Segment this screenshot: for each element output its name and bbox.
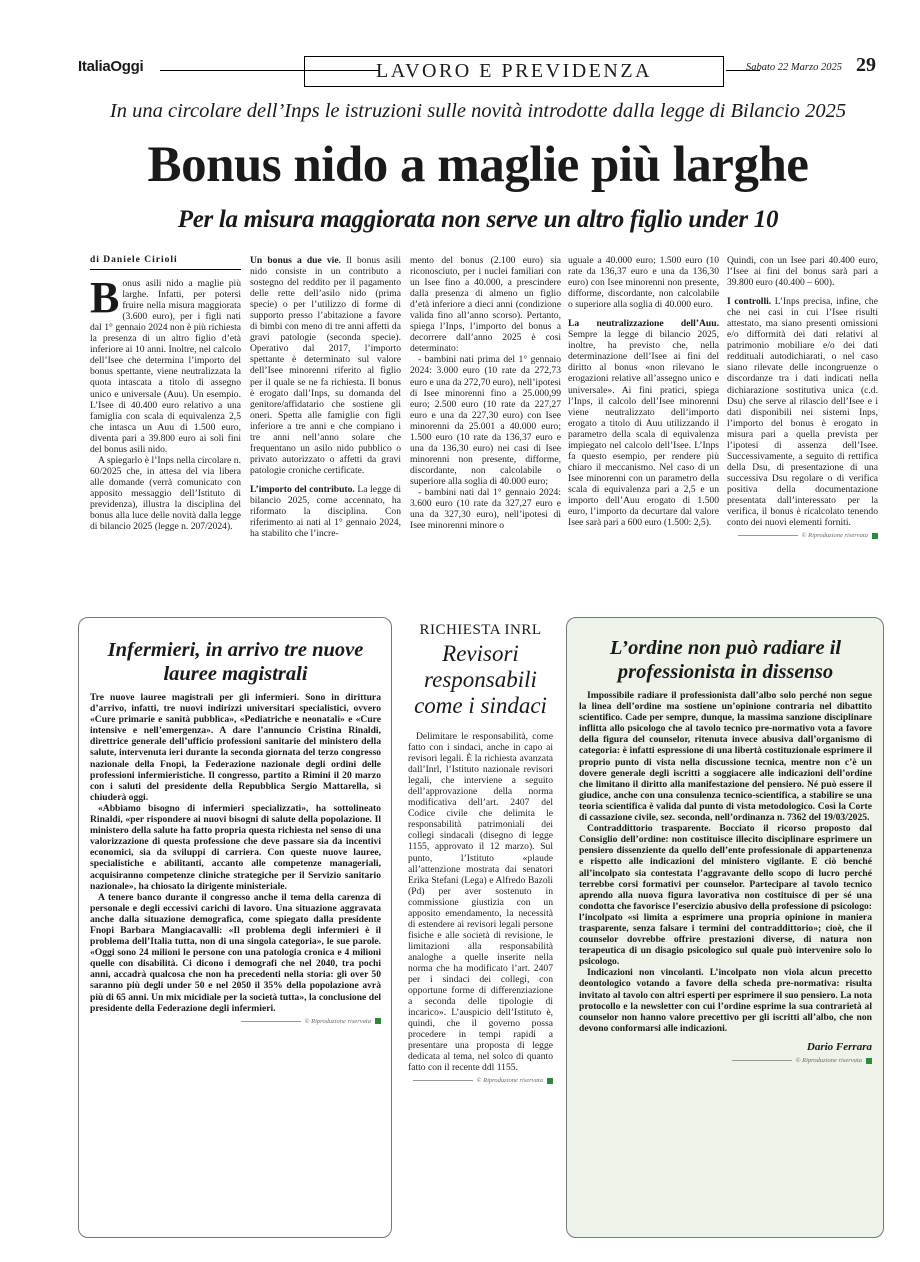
article-column-2 xyxy=(250,255,401,539)
article-column-3 xyxy=(410,255,561,531)
box-body xyxy=(579,690,872,1066)
newspaper-logo: ItaliaOggi xyxy=(78,58,144,75)
article-column-4 xyxy=(568,255,719,528)
box-tag: RICHIESTA INRL xyxy=(419,622,542,638)
article-column-1 xyxy=(90,255,241,532)
article-paragraph: mento del bonus (2.100 euro) sia riconosciuto, per i nuclei familiari con un Isee fino a 40.000, a prescindere dalla presenza di almeno un figlio d’età inferiore a dieci anni (condizione valida fino all’anno scorso). Pertanto, spiega l’Inps, l’importo del bonus a decorrere dall’anno 2025 è così determinato: xyxy=(410,255,561,355)
box-paragraph: Indicazioni non vincolanti. L’incolpato non viola alcun precetto deontologico votando a favore della scheda pre-normativa: risulta invitato al tavolo con altri esperti per esprimere il suo pensiero. La nota protocollo e la newsletter con cui l’ordine esprime la sua contrarietà al counselor non hanno valore precettivo per gli iscritti all’albo, che non devono conformarsi alle indicazioni. xyxy=(579,967,872,1034)
byline: di Daniele Cirioli xyxy=(90,255,241,270)
article-paragraph: L’importo del contributo. La legge di bilancio 2025, come accennato, ha riformato la disciplina. Con riferimento ai nati al 1° gennaio 2024, ha stabilito che l’incre- xyxy=(250,483,401,540)
copyright-notice: © Riproduzione riservata xyxy=(579,1055,872,1066)
article-paragraph: La neutralizzazione dell’Auu. Sempre la legge di bilancio 2025, inoltre, ha previsto che, nella determinazione dell’Isee ai fini del diritto al bonus «non rilevano le erogazioni relative all’assegno unico e universale». Ai fini pratici, spiega l’Inps, il calcolo dell’Isee minorenni viene neutralizzato dell’importo erogato a titolo di Auu utilizzando il parametro della scala di equivalenza impiegato nel calcolo dell’Isee. L’Inps fa questo esempio, per rendere più chiaro il meccanismo. Nel caso di un Isee minorenni con un parametro della scala di equivalenza pari a 2,5 e un importo dell’Auu erogato di 1.500 euro, l’importo da decurtare dal valore Isee sarà pari a 600 euro (1.500: 2,5). xyxy=(568,318,719,529)
article-kicker: In una circolare dell’Inps le istruzioni sulle novità introdotte dalla legge di Bilancio 2025 xyxy=(109,100,847,122)
article-subhead: Per la misura maggiorata non serve un altro figlio under 10 xyxy=(177,206,779,233)
box-paragraph: «Abbiamo bisogno di infermieri specializzati», ha sottolineato Rinaldi, «per rispondere ai nuovi bisogni di salute della popolazione. Il ministero della salute ha fatto propria questa richiesta nel senso di una valorizzazione di questa professione che deve passare sia da incentivi economici, sia da sviluppi di carriera. Con queste nuove lauree, specialistiche e abilitanti, accanto alle competenze manageriali, acquisiranno competenze cliniche strategiche per il Servizio sanitario nazionale», ha chiosato la dirigente ministeriale. xyxy=(90,802,381,892)
box-paragraph: Tre nuove lauree magistrali per gli infermieri. Sono in dirittura d’arrivo, infatti, tre nuovi indirizzi universitari specialistici, ovvero «Cure primarie e sanità pubblica», «Pediatriche e neonatali» e «Cure intensive e nell’emergenza». A dare l’annuncio Cristina Rinaldi, direttrice generale dell’ufficio professioni sanitarie del ministero della salute, intervenuta ieri durante la seconda giornata del terzo congresso nazionale della Fnopi, la Federazione nazionale degli ordini delle professioni infermieristiche. Il congresso, partito a Rimini il 20 marzo con i saluti del presidente della Repubblica Sergio Mattarella, si chiuderà oggi. xyxy=(90,692,381,803)
copyright-notice: © Riproduzione riservata xyxy=(90,1016,381,1027)
page-number: 29 xyxy=(856,54,876,76)
article-column-5 xyxy=(727,255,878,541)
box-paragraph: Contraddittorio trasparente. Bocciato il ricorso proposto dal Consiglio dell’ordine: non costituisce illecito disciplinare esprimere un pensiero dissenziente da quello dell’ente professionale di appartenenza e rispetto alle indicazioni del ministero vigilante. E ciò benché all’incolpato sia contestata l’aggravante dello scopo di lucro perché terrebbe corsi formativi per counselor. Partecipare al tavolo tecnico aprendo alla nuova figura lavorativa non costituisce di per sé una condotta che favorisce l’esercizio abusivo della professione di psicologo: l’incolpato «si limita a esprimere una propria opinione in maniera trasparente, senza falsare i termini del contraddittorio»; cioè, che il counselor dovrebbe offrire prestazioni diverse, di natura non terapeutica di un disagio psicologico sul quale può intervenire solo lo psicologo. xyxy=(579,823,872,968)
author-signature: Dario Ferrara xyxy=(806,1040,872,1053)
article-paragraph: Un bonus a due vie. Il bonus asili nido consiste in un contributo a sostegno del reddito per il pagamento delle rette dell’asilo nido (prima specie) o per l’utilizzo di forme di supporto presso l’abitazione a favore di bimbi con meno di tre anni affetti da gravi patologie (seconda specie). Operativo dal 2017, l’importo spettante è determinato sul valore dell’Isee minorenni riferito al figlio per il quale se ne fa richiesta. Il bonus è erogato dall’Inps, su domanda del genitore/affidatario che sostiene gli oneri. Spetta alle famiglie con figli inferiore a tre anni e che compiano i tre anni nell’anno solare che frequentano un asilo nido pubblico o privato autorizzato o affetti da gravi patologie croniche certificate. xyxy=(250,255,401,476)
box-paragraph: Delimitare le responsabilità, come fatto con i sindaci, anche in capo ai revisori legali. È la richiesta avanzata dall’Inrl, l’Istituto nazionale revisori legali, che interviene a seguito dell’approvazione della norma modificativa dell’art. 2407 del Codice civile che delimita le responsabilità patrimoniali dei collegi sindacali (disegno di legge 1155, approvato il 12 marzo). Sul punto, l’Istituto «plaude all’attenzione mostrata dai senatori Erika Stefani (Lega) e Alfredo Bazoli (Pd) per aver sostenuto in commissione giustizia con un apposito emendamento, la necessità di estendere ai revisori legali persone fisiche e alle società di revisione, le limitazioni alla responsabilità analoghe a quelle inserite nella norma che ha modificato l’art. 2407 per i sindaci dei collegi, con opportune forme di differenziazione a seconda delle tipologie di incarico». L’auspicio dell’Istituto è, quindi, che il governo possa procedere in tempi rapidi a presentare una proposta di legge dedicata al tema, nel solco di quanto fatto con il recente ddl 1155. xyxy=(408,731,553,1074)
drop-cap: B xyxy=(90,273,120,323)
copyright-notice: © Riproduzione riservata xyxy=(408,1075,553,1086)
article-paragraph: I controlli. L’Inps precisa, infine, che che nei casi in cui l’Isee risulti attestato, ma siano presenti omissioni e/o difformità dei dati relativi al patrimonio mobiliare e/o dei dati reddituali autodichiarati, o nel caso siano rilevate delle incongruenze o discordanze tra i dati indicati nella dichiarazione sostitutiva unica (c.d. Dsu) che serve al rilascio dell’Isee e i dati disponibili nei sistemi Inps, l’importo del bonus è erogato in misura pari a quella prevista per l’ipotesi di assenza dell’Isee. Successivamente, a seguito di rettifica della Dsu, di presentazione di una successiva Dsu regolare o di verifica positiva della documentazione presentata dall’interessato per la verifica, il bonus è ricalcolato tenendo conto dei nuovi elementi forniti. xyxy=(727,296,878,529)
article-paragraph: Quindi, con un Isee pari 40.400 euro, l’Isee ai fini del bonus sarà pari a 39.800 euro (40.400 – 600). xyxy=(727,255,878,289)
article-paragraph: uguale a 40.000 euro; 1.500 euro (10 rate da 136,37 euro e una da 136,30 euro) con Isee minorenni non presente, difforme, discordante, non calcolabile o superiore alla soglia di 40.000 euro. xyxy=(568,255,719,311)
paragraph-lead: La neutralizzazione dell’Auu. xyxy=(568,318,719,330)
article-paragraph: - bambini nati dal 1° gennaio 2024: 3.600 euro (10 rate da 327,27 euro e una da 327,30 euro), nell’ipotesi di Isee minorenni minore o xyxy=(410,486,561,532)
paragraph-lead: I controlli. xyxy=(727,296,772,308)
sidebar-auditors xyxy=(402,622,559,1234)
box-title: L’ordine non può radiare il professionista in dissenso xyxy=(609,637,842,683)
sidebar-box-nurses xyxy=(78,617,392,1238)
article-paragraph: A spiegarlo è l’Inps nella circolare n. 60/2025 che, in attesa del via libera alle domande (verrà comunicato con apposito messaggio dell’Istituto di previdenza), illustra la disciplina del bonus alla luce delle novità dalla legge di bilancio 2025 (legge n. 207/2024). xyxy=(90,454,241,533)
box-title: Revisori responsabili come i sindaci xyxy=(414,641,547,718)
sidebar-box-order xyxy=(566,617,884,1238)
masthead xyxy=(78,54,878,88)
box-title: Infermieri, in arrivo tre nuove lauree magistrali xyxy=(107,639,364,685)
box-paragraph: A tenere banco durante il congresso anche il tema della carenza di personale e degli eccessivi carichi di lavoro. Una situazione aggravata anche dalla situazione demografica, come spiegato dalla presidente Fnopi Barbara Mangiacavalli: «Il problema degli infermieri è il problema dell’Italia tutta, non di una singola categoria», le sue parole. «Oggi sono 24 milioni le persone con una patologia cronica e 4 milioni quelle con disabilità. Ci dicono i demografi che nel 2040, tra pochi anni, accadrà qualcosa che non ha precedenti nella storia: gli over 50 saranno più degli under 50 e nel 2050 il 35% della popolazione avrà più di 65 anni. Un mix micidiale per la società tutta», la conclusione del presidente della Federazione degli infermieri. xyxy=(90,891,381,1014)
box-paragraph: Impossibile radiare il professionista dall’albo solo perché non segue la linea dell’ordine ma sostiene un’opinione contraria nel dibattito scientifico. Cade per sempre, dunque, la massima sanzione disciplinare inflitta allo psicologo che al tavolo tecnico pre-normativo vota a favore della figura del counselor, ritenuta invece abusiva dall’organismo di categoria: è infatti espressione di una libertà costituzionale esprimere il proprio punto di vista nella discussione tecnica, mentre non c’è un dovere generale degli iscritti a soggiacere alle indicazioni dell’ordine che limitano il diritto alla manifestazione del pensiero. Né può essere il giudice, anche con una consulenza tecnico-scientifica, a stabilire se una teoria scientifica è valida dal punto di vista metodologico. Così la Corte di cassazione civile, sez. seconda, nell’ordinanza n. 7362 del 19/03/2025. xyxy=(579,690,872,824)
main-article-body xyxy=(90,255,880,607)
section-title: LAVORO E PREVIDENZA xyxy=(304,56,724,87)
issue-date: Sabato 22 Marzo 2025 xyxy=(746,62,842,73)
paragraph-lead: L’importo del contributo. xyxy=(250,483,355,495)
article-headline: Bonus nido a maglie più larghe xyxy=(147,137,809,193)
box-body xyxy=(90,692,381,1027)
paragraph-lead: Un bonus a due vie. xyxy=(250,255,341,266)
box-body xyxy=(402,731,559,1087)
article-paragraph: - bambini nati prima del 1° gennaio 2024: 3.000 euro (10 rate da 272,73 euro e una da 272,70 euro), nell’ipotesi di Isee minorenni fino a 25.000,99 euro; 2.500 euro (10 rate da 227,27 euro e una da 227,30 euro) con Isee minorenni da 25.001 a 40.000 euro; 1.500 euro (10 rate da 136,37 euro e una da 136,30 euro) nei casi di Isee minorenni non presente, difforme, discordante, non calcolabile o superiore alla soglia di 40.000 euro; xyxy=(410,354,561,487)
article-paragraph: Bonus asili nido a maglie più larghe. Infatti, per potersi fruire nella misura maggiorata (3.600 euro), per i figli nati dal 1° gennaio 2024 non è più richiesta la presenza di un altro figlio d’età inferiore ai 10 anni. Inoltre, nel calcolo dell’Isee che determina l’importo del bonus spettante, viene neutralizzata la quota intascata a titolo di assegno unico e universale (Auu). Un esempio. L’Isee di 40.400 euro relativo a una famiglia con scala di equivalenza 2,5 che intasca un Auu di 1.500 euro, diventa pari a 39.800 euro ai soli fini del bonus asili nido. xyxy=(90,273,241,455)
copyright-notice: © Riproduzione riservata xyxy=(727,530,878,541)
